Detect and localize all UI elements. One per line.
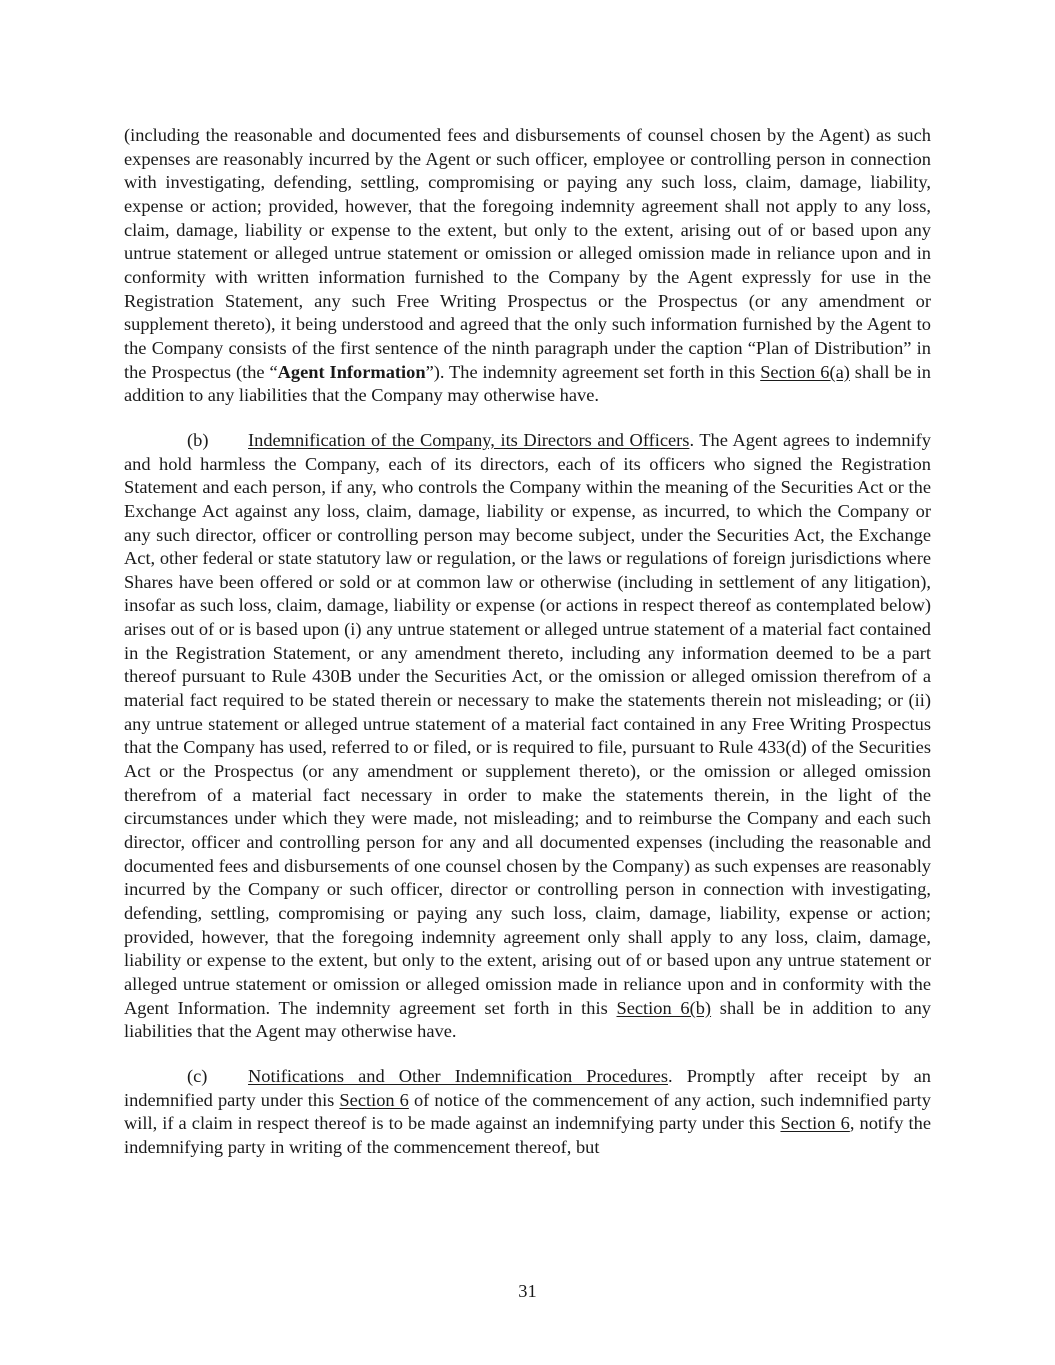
document-body xyxy=(124,124,931,1160)
para-c-text-1: . Promptly after receipt by an indemnified party under this xyxy=(124,1065,931,1110)
section-6-reference-1: Section 6 xyxy=(339,1089,409,1110)
section-6-reference-2: Section 6 xyxy=(780,1113,850,1134)
page-number: 31 xyxy=(518,1281,537,1301)
section-6a-reference: Section 6(a) xyxy=(760,361,850,382)
para-b-text-2: shall be in addition to any liabilities that the Agent may otherwise have. xyxy=(124,997,931,1042)
agent-information-term: Agent Information xyxy=(277,361,426,382)
paragraph-b-heading: Indemnification of the Company, its Directors and Officers xyxy=(248,429,690,450)
para-c-text-3: , notify the indemnifying party in writing of the commencement thereof, but xyxy=(124,1113,931,1157)
paragraph-c-heading: Notifications and Other Indemnification Procedures xyxy=(248,1065,668,1086)
paragraph-a-continuation xyxy=(124,124,931,408)
para-a-text-3: shall be in addition to any liabilities that the Company may otherwise have. xyxy=(124,361,931,406)
section-6b-reference: Section 6(b) xyxy=(616,997,712,1018)
para-c-text-2: of notice of the commencement of any action, such indemnified party will, if a claim in respect thereof is to be made against an indemnifying party under this xyxy=(124,1089,931,1134)
para-a-text-1: (including the reasonable and documented fees and disbursements of counsel chosen by the Agent) as such expenses are reasonably incurred by the Agent or such officer, employee or controlling person in connection with investigating, defending, settling, compromising or paying any such loss, claim, damage, liability, expense or action; provided, however, that the foregoing indemnity agreement shall not apply to any loss, claim, damage, liability or expense to the extent, but only to the extent, arising out of or based upon any untrue statement or alleged untrue statement or omission or alleged omission made in reliance upon and in conformity with written information furnished to the Company by the Agent expressly for use in the Registration Statement, any such Free Writing Prospectus or the Prospectus (or any amendment or supplement thereto), it being understood and agreed that the only such information furnished by the Agent to the Company consists of the first sentence of the ninth paragraph under the caption “Plan of Distribution” in the Prospectus (the “ xyxy=(124,125,931,382)
para-a-text-2: ”). The indemnity agreement set forth in this xyxy=(425,361,761,382)
paragraph-c xyxy=(124,1065,931,1160)
paragraph-c-number: (c) xyxy=(187,1065,208,1086)
paragraph-b-number: (b) xyxy=(187,429,209,450)
paragraph-b xyxy=(124,429,931,1044)
para-b-text-1: . The Agent agrees to indemnify and hold harmless the Company, each of its directors, each of its officers who signed the Registration Statement and each person, if any, who controls the Company within the meaning of the Securities Act or the Exchange Act against any loss, claim, damage, liability or expense, as incurred, to which the Company or any such director, officer or controlling person may become subject, under the Securities Act, the Exchange Act, other federal or state statutory law or regulation, or the laws or regulations of foreign jurisdictions where Shares have been offered or sold or at common law or otherwise (including in settlement of any litigation), insofar as such loss, claim, damage, liability or expense (or actions in respect thereof as contemplated below) arises out of or is based upon (i) any untrue statement or alleged untrue statement of a material fact contained in the Registration Statement, or any amendment thereto, including any information deemed to be a part thereof pursuant to Rule 430B under the Securities Act, or the omission or alleged omission therefrom of a material fact required to be stated therein or necessary to make the statements therein not misleading; or (ii) any untrue statement or alleged untrue statement of a material fact contained in any Free Writing Prospectus that the Company has used, referred to or filed, or is required to file, pursuant to Rule 433(d) of the Securities Act or the Prospectus (or any amendment or supplement thereto), or the omission or alleged omission therefrom of a material fact necessary in order to make the statements therein, in the light of the circumstances under which they were made, not misleading; and to reimburse the Company and each such director, officer and controlling person for any and all documented expenses (including the reasonable and documented fees and disbursements of one counsel chosen by the Company) as such expenses are reasonably incurred by the Company or such officer, director or controlling person in connection with investigating, defending, settling, compromising or paying any such loss, claim, damage, liability, expense or action; provided, however, that the foregoing indemnity agreement only shall apply to any loss, claim, damage, liability or expense to the extent, but only to the extent, arising out of or based upon any untrue statement or alleged untrue statement or omission or alleged omission made in reliance upon and in conformity with the Agent Information. The indemnity agreement set forth in this xyxy=(124,429,931,1018)
